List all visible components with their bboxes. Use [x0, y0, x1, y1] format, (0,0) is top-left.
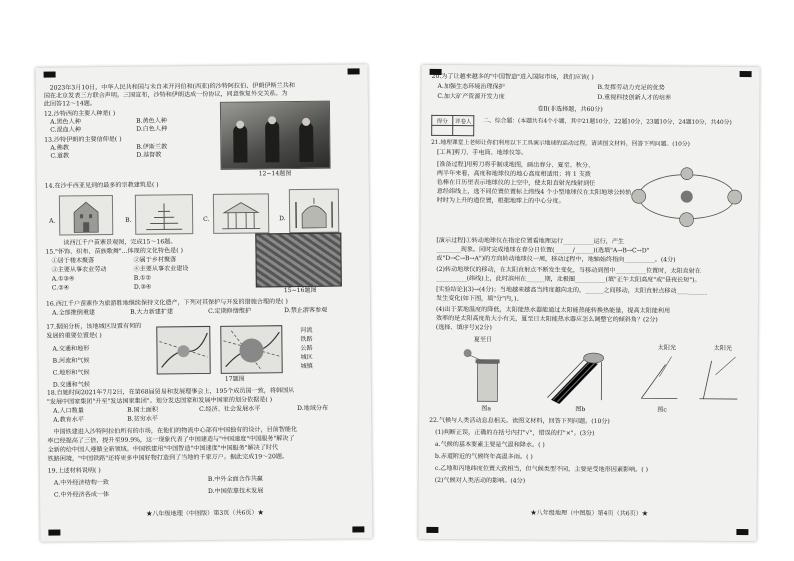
question-22: 22.气候与人类活动息息相关。读图文材料，回答下列问题。(10分) — [429, 416, 610, 426]
option: C.定期修缮维护 — [208, 307, 252, 315]
option: A.人口数量 — [53, 407, 84, 415]
process-line: [演示过程]①转动地球仪在指定位置看地理运行__________运行，产生 — [436, 236, 625, 246]
process-line: (选择、填序号)(2分) — [435, 323, 492, 332]
figure-label: 图a — [481, 405, 492, 413]
score-table — [431, 115, 474, 136]
mosque-building-image — [289, 189, 339, 234]
question-20: 20.为了让越来越多的"中国智造"进入国际市场，我们应该( ) — [431, 72, 594, 82]
option: D.交通和气候 — [52, 381, 90, 389]
question-17-cont: 发展的重要位置是( ) — [46, 332, 102, 340]
city-map-before — [156, 326, 210, 375]
statement: ③主要从事农业劳动 — [51, 266, 107, 274]
passage-intro: 读西江千户苗寨景观图，完成15～16题。 — [63, 238, 177, 247]
question-22-part: (1)判断正误，正确的在括号内打"√"，错误的打"×"。(3分) — [435, 428, 595, 438]
process-line: [实验结论](3)→(4分)；当地越来越高当纬度越向北的，______之间移动，太阳直射点移动__________ — [436, 285, 707, 295]
cathedral-building-image — [59, 195, 113, 236]
process-line: 或"D→C→B→A")的方向转动地球仪一周，移动过程中，地轴始终指向__________。(4分) — [436, 254, 676, 264]
registration-mark — [426, 527, 438, 533]
option: C.混血人种 — [50, 126, 81, 134]
option: D.白色人种 — [136, 125, 168, 133]
section-header: 卷Ⅱ(非选择题，共60分) — [537, 105, 603, 114]
process-line: 两半年来看，高度和地球仪的地心高度相适用；将 1 支拨 — [436, 169, 591, 179]
registration-mark — [348, 68, 360, 74]
option: C.中外经济各成一体 — [53, 491, 110, 499]
process-line: [准备过程]用剪刀将手制成地图，画出春分、夏至、秋分、 — [436, 160, 595, 170]
process-line: 效率的是太阳高度角大小有关，夏至日太阳能热水器应怎么调整它的倾斜角？(2分) — [435, 314, 658, 324]
photo-caption: 12~14题图 — [258, 170, 292, 178]
globe-icon — [681, 168, 693, 180]
option: D.中国依靠技术发展 — [207, 487, 264, 495]
process-line: __________(纬线)上，此时滨州在______期，北极圈__________(填"正午太阳高度"或"昼夜长短")。 — [436, 274, 701, 284]
question-21: 21.地理课堂上老师让你们利用以下工具演示地球的运动过程。请读图文材料，回答下列问题。(10分) — [431, 139, 690, 148]
option: C.经济、社会发展水平 — [199, 405, 261, 414]
miao-village-aerial-photo — [255, 233, 342, 288]
panel-tilt-figure-a — [637, 350, 681, 402]
registration-mark — [740, 71, 752, 77]
statement: c.乙地和丙地纬度位置大致相当，但气候类型不同，主要是受地形因素影响。( ) — [434, 464, 649, 474]
option-label: D. — [279, 215, 286, 223]
option-label: C. — [203, 215, 210, 224]
intro-line: 国在北京发表三方联合声明。三国宣布，沙特和伊朗达成一份协议，同意恢复外交关系。为 — [43, 90, 288, 100]
option: B.伊斯兰教 — [136, 143, 168, 151]
tools-line: [工具]剪刀、手电筒、地球仪等。 — [437, 148, 528, 157]
city-map-after — [220, 325, 282, 374]
option: B.国土面积 — [127, 406, 158, 414]
process-line: 时时为上升的道位置，根据地球上的中心分度。 — [436, 196, 565, 205]
question-13: 13.沙特伊朗的主要信仰是( ) — [44, 135, 122, 144]
person-figure — [233, 125, 247, 163]
registration-mark — [352, 526, 364, 532]
passage-line: 率已经提高了三倍，提升至99.9%，这一现象代表了中国建造与"中国速度"中国服务"解决了 — [47, 435, 295, 445]
option: C.加大矿产资源开发力度 — [437, 92, 505, 101]
option-label: A. — [49, 217, 56, 225]
option-label: B. — [125, 216, 132, 224]
passage-line: 铁路困境，"中国铁路"还将更多中国好物打造到了当地的千家万户。据此完成19～20题。 — [47, 453, 289, 463]
option: B.河流和气候 — [52, 357, 90, 365]
passage-line: 全新的给中国人遵循全新领域。中国铁建用"中国智造"中国速度"中国服务"解决了时代 — [47, 444, 279, 454]
right-exam-page — [418, 65, 759, 541]
process-line: (2)转动地球仪的移动，在太阳直射点不断发生变化，当移动到图中__________位置时，太阳直射在 — [436, 265, 701, 275]
person-figure — [265, 120, 279, 162]
globe-icon — [728, 190, 742, 204]
option: B.中外全面合作共赢 — [207, 475, 264, 483]
figure-label: 图b — [575, 405, 586, 413]
process-line: 色棒在日历里表示地球仪的上空中，使太阳直射光线射到任 — [436, 178, 596, 188]
person-figure — [299, 122, 313, 162]
statement: ④主要从事农业建设 — [133, 265, 189, 273]
option: B.①② — [133, 274, 152, 282]
earth-orbit-diagram — [626, 156, 747, 235]
question-15: 15."怀饰、织布、苗族歌舞"...体现的文化特色是( ) — [45, 247, 183, 256]
solar-water-heater-figure — [539, 348, 617, 405]
option: A.黑色人种 — [50, 118, 81, 126]
map-legend-item: 铁路 — [300, 335, 313, 343]
process-line: (4)出于某地温度的降低，太阳能热水器能通过太阳能热能转换热能量，提高太阳能利用 — [435, 305, 671, 315]
intro-line: 此回答12～14题。 — [43, 100, 97, 108]
globe-icon — [680, 213, 694, 227]
section-title: 二、综合题：(本题共有4个小题，其中21题10分，22题10分，23题10分，24题10分，共40分) — [483, 118, 732, 126]
question-18-cont: "发展中国家集团"升至"发达国家集团"。划分发达国家和发展中国家的划分依据是( ) — [46, 396, 273, 406]
score-cell — [432, 125, 453, 135]
option: A.全部推倒重建 — [52, 309, 96, 317]
aerial-caption: 15~16题图 — [283, 286, 317, 295]
person-head — [302, 118, 310, 126]
temple-building-image — [213, 193, 269, 234]
option: D.禁止游客参观 — [284, 306, 328, 315]
figure-label: 太阳光 — [713, 344, 732, 352]
option: D.③④ — [133, 283, 152, 291]
option: D.基督教 — [136, 151, 162, 159]
option: B.发挥劳动力充足的优势 — [597, 84, 665, 92]
option: B.大力新建扩建 — [130, 308, 174, 316]
option: B.黄色人种 — [136, 117, 167, 125]
statement: ①居于楼木聚落 — [51, 257, 95, 265]
question-12: 12.沙特西的主要人种是( ) — [43, 109, 116, 118]
option: A.①③④ — [51, 275, 75, 283]
map-legend-item: 城镇 — [300, 362, 313, 370]
option: D.地域分布 — [297, 404, 329, 413]
pagoda-building-image — [135, 194, 193, 235]
option: B.贫穷水平 — [127, 415, 159, 423]
statement: ②属于乡村聚落 — [133, 256, 177, 264]
passage-line: 中国铁建进入沙特阿拉伯所有的市场，在他们的物流中心部有中国独有的设计，目前智能化 — [53, 426, 298, 436]
question-18: 18.自她时间2021年7月2日，在第68届贸易和发展理事会上，195个成员国一致，将韩国从 — [46, 387, 295, 397]
process-line: 意经纬线上，选不同位置位置标上纬线4 个小型地球仪在太阳地球公转轨 — [436, 187, 632, 197]
option: A.加强生态环境治理保护 — [437, 82, 505, 91]
figure-label: 图c — [657, 406, 667, 414]
intro-line: 2023年3月10日，中华人民共和国与未自来开河伯和(西亚)的沙特阿拉伯、伊朗伊斯兰共和 — [49, 82, 295, 92]
option: C.道教 — [50, 152, 70, 160]
score-cell — [453, 126, 474, 136]
option: A.佛教 — [50, 144, 69, 152]
page-footer: ★八年级地理（中图版）第3页（共6页）★ — [146, 509, 264, 518]
person-head — [268, 116, 276, 124]
map-legend-item: 公路 — [300, 344, 313, 352]
map-caption: 17题图 — [224, 375, 245, 383]
option: A.交通和地形 — [52, 345, 90, 353]
registration-mark — [48, 530, 60, 536]
question-22-part: (2)气候对人类活动的影响。(4分) — [434, 476, 526, 485]
left-exam-page — [36, 64, 373, 541]
building-sun-figure — [459, 345, 513, 403]
sun-icon — [464, 349, 472, 357]
question-14: 14.在沙手西亚见到的最多的宗教建筑是( ) — [44, 181, 159, 190]
process-line: 发生变化(如下图，填"分"内，)、 — [436, 294, 523, 303]
statement: a.气候的基本要素主要是气温和降水。( ) — [434, 440, 545, 449]
figure-label: 夏至日 — [473, 336, 493, 344]
option: D.重视科技创新人才的培养 — [597, 94, 672, 102]
statement: b.赤道附近的气候终年高温多雨。( ) — [434, 452, 533, 461]
map-legend-item: 河流 — [300, 326, 313, 334]
person-head — [236, 121, 244, 129]
option: A.中外经济结构一致 — [53, 479, 110, 487]
question-16: 16.西江千户苗寨作为旅游胜地继续保持文化遗产，下列对其保护与开发的措施合理的是( ) — [45, 298, 288, 308]
figure-label: 太阳光 — [657, 344, 676, 352]
option: A.教育水平 — [53, 416, 84, 424]
page-footer: ★八年级地理（中图版）第4页（共6页）★ — [530, 509, 649, 518]
panel-tilt-figure-b — [695, 351, 741, 403]
question-19: 19.上述材料说明( ) — [47, 467, 101, 475]
score-table-header: 评卷人 — [453, 116, 474, 126]
diplomats-photo — [220, 101, 331, 170]
question-17: 17.据图分析，该地城区设置有何的 — [46, 322, 142, 331]
globe-icon — [632, 189, 646, 203]
option: C.地形和气候 — [52, 369, 90, 377]
sun-icon — [681, 191, 693, 203]
map-legend-item: 城区 — [300, 353, 313, 361]
registration-mark — [44, 72, 56, 78]
score-table-header: 得分 — [432, 115, 453, 125]
registration-mark — [736, 529, 748, 535]
option: C.②④ — [51, 284, 70, 292]
process-line: ________现象。同时完成地球在春分日位置(______/______)(选填"A→B→C→D" — [436, 245, 650, 255]
